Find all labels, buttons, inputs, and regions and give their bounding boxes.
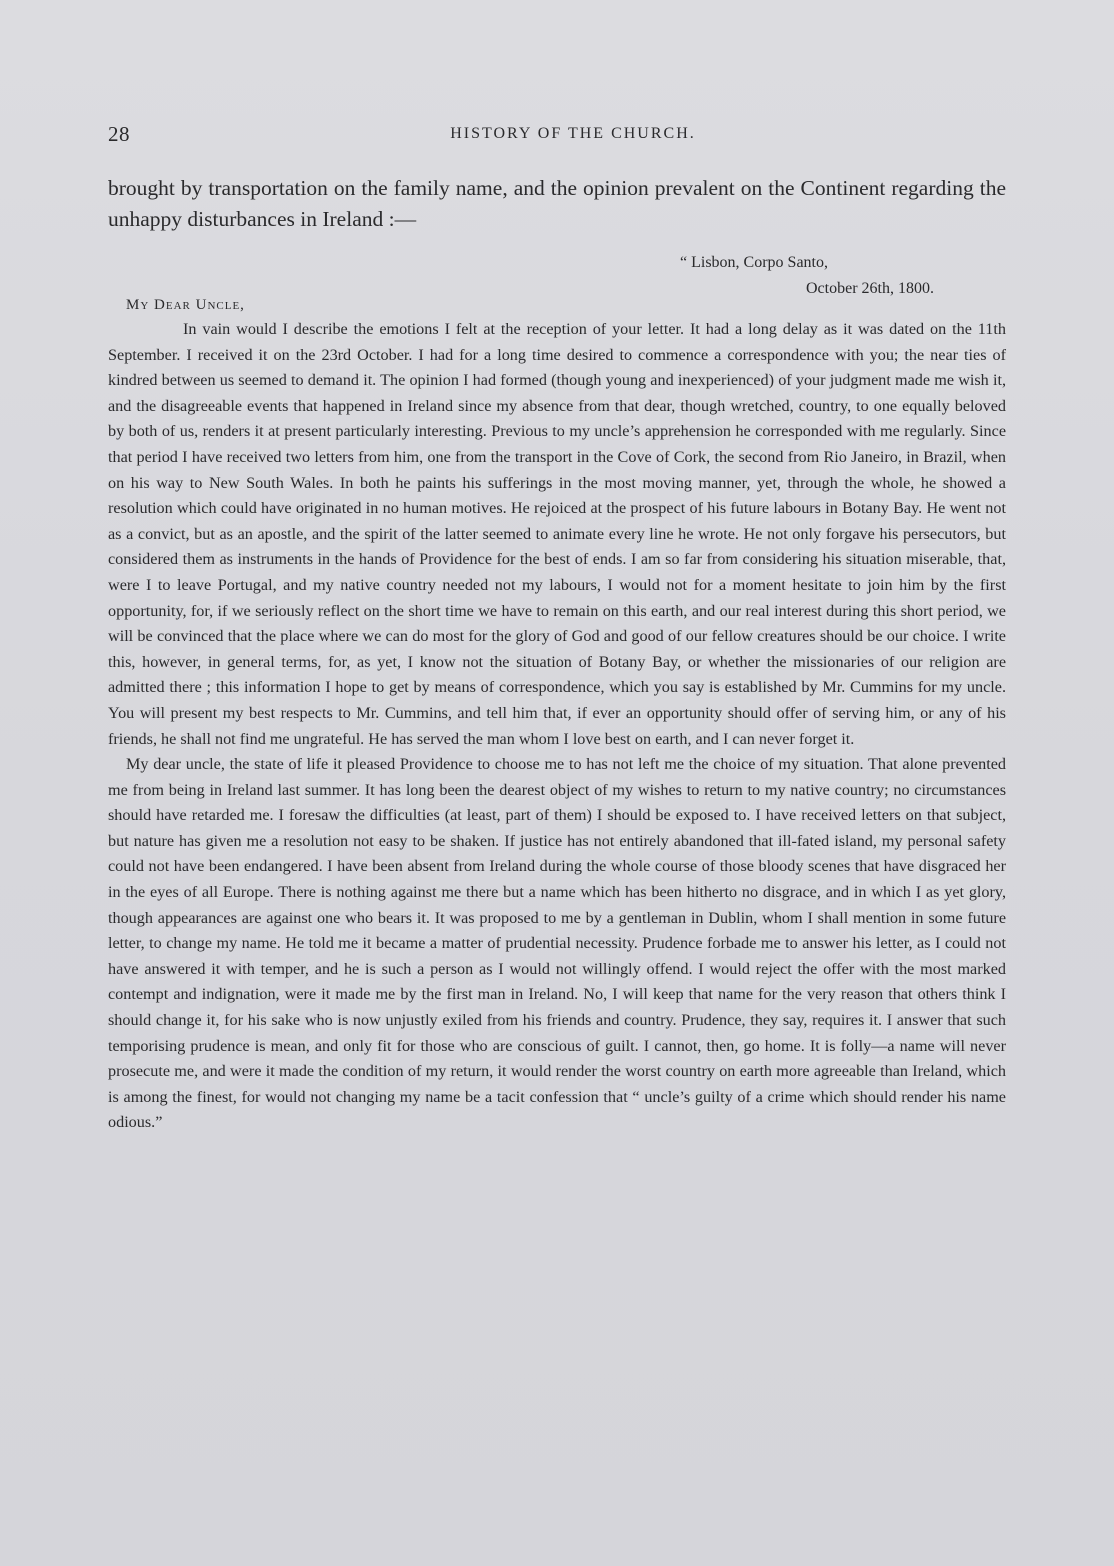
letter-dateline: [680, 250, 1010, 302]
letter-place: “ Lisbon, Corpo Santo,: [680, 254, 828, 271]
letter-salutation: My Dear Uncle,: [126, 297, 245, 313]
letter-paragraph-1: In vain would I describe the emotions I felt at the reception of your letter. It had a long delay as it was dated on the 11th September. I received it on the 23rd October. I had for a long time desired to commence a correspondence with you; the near ties of kindred between us seemed to demand it. The opinion I had formed (though young and inexperienced) of your judgment made me wish it, and the disagreeable events that happened in Ireland since my absence from that dear, though wretched, country, to one equally beloved by both of us, renders it at present particularly interesting. Previous to my uncle’s apprehension he corresponded with me regularly. Since that period I have received two letters from him, one from the transport in the Cove of Cork, the second from Rio Janeiro, in Brazil, when on his way to New South Wales. In both he paints his sufferings in the most moving manner, yet, through the whole, he showed a resolution which could have originated in no human motives. He rejoiced at the prospect of his future labours in Botany Bay. He went not as a convict, but as an apostle, and the spirit of the latter seemed to animate every line he wrote. He not only forgave his persecutors, but considered them as instruments in the hands of Providence for the best of ends. I am so far from considering his situation miserable, that, were I to leave Portugal, and my native country needed not my labours, I would not for a moment hesitate to join him by the first opportunity, for, if we seriously reflect on the short time we have to remain on this earth, and our real interest during this short period, we will be convinced that the place where we can do most for the glory of God and good of our fellow creatures should be our choice. I write this, however, in general terms, for, as yet, I know not the situation of Botany Bay, or whether the missionaries of our religion are admitted there ; this information I hope to get by means of correspondence, which you say is established by Mr. Cummins for my uncle. You will present my best respects to Mr. Cummins, and tell him that, if ever an opportunity should offer of serving him, or any of his friends, he shall not find me ungrateful. He has served the man whom I love best on earth, and I can never forget it.: [108, 320, 1006, 748]
running-title: HISTORY OF THE CHURCH.: [450, 125, 696, 142]
intro-paragraph: brought by transportation on the family name, and the opinion prevalent on the Continent regarding the unhappy disturbances in Ireland :—: [108, 176, 1006, 231]
letter-date: October 26th, 1800.: [806, 280, 934, 297]
running-head: [108, 122, 1008, 152]
page-number: 28: [108, 122, 130, 146]
letter-body: [108, 317, 1006, 1136]
letter-paragraph-2: My dear uncle, the state of life it pleased Providence to choose me to has not left me the choice of my situation. That alone prevented me from being in Ireland last summer. It has long been the dearest object of my wishes to return to my native country; no circumstances should have retarded me. I foresaw the difficulties (at least, part of them) I should be exposed to. I have received letters on that subject, but nature has given me a resolution not easy to be shaken. If justice has not entirely abandoned that ill-fated island, my personal safety could not have been endangered. I have been absent from Ireland during the whole course of those bloody scenes that have disgraced her in the eyes of all Europe. There is nothing against me there but a name which has been hitherto no disgrace, and in which I as yet glory, though appearances are against one who bears it. It was proposed to me by a gentleman in Dublin, whom I shall mention in some future letter, to change my name. He told me it became a matter of prudential necessity. Prudence forbade me to answer his letter, as I could not have answered it with temper, and he is such a person as I would not willingly offend. I would reject the offer with the most marked contempt and indignation, were it made me by the first man in Ireland. No, I will keep that name for the very reason that others think I should change it, for his sake who is now unjustly exiled from his friends and country. Prudence, they say, requires it. I answer that such temporising prudence is mean, and only fit for those who are conscious of guilt. I cannot, then, go home. It is folly—a name will never prosecute me, and were it made the condition of my return, it would render the worst country on earth more agreeable than Ireland, which is among the finest, for would not changing my name be a tacit confession that “ uncle’s guilty of a crime which should render his name odious.”: [108, 755, 1006, 1132]
